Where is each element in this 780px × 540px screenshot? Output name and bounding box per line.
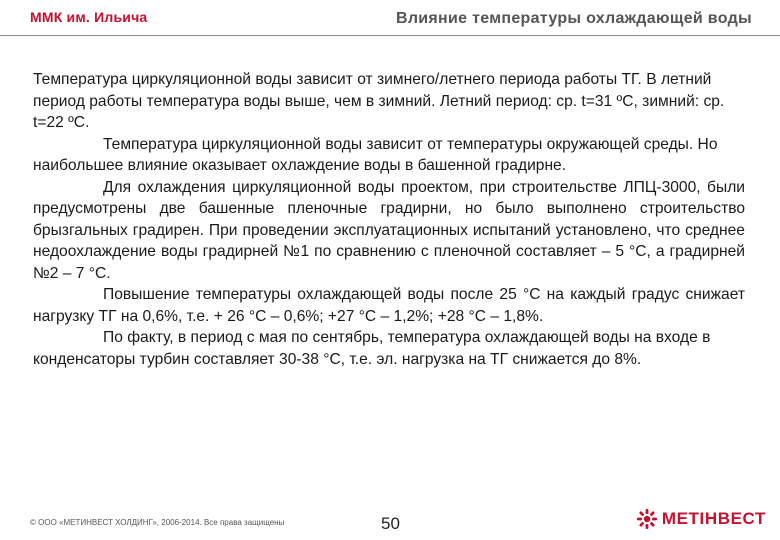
- slide-title: Влияние температуры охлаждающей воды: [395, 10, 752, 27]
- footer-copyright: © ООО «МЕТИНВЕСТ ХОЛДИНГ», 2006-2014. Все права защищены: [30, 518, 285, 527]
- header-divider: [0, 35, 780, 36]
- paragraph-4: Повышение температуры охлаждающей воды после 25 °С на каждый градус снижает нагрузку ТГ на 0,6%, т.е. + 26 °С – 0,6%; +27 °С – 1,2%; +28 °С – 1,8%.: [33, 286, 745, 325]
- company-name: ММК им. Ильича: [30, 9, 148, 25]
- slide-body: [33, 69, 745, 370]
- paragraph-1: Температура циркуляционной воды зависит от зимнего/летнего периода работы ТГ. В летний период работы температура воды выше, чем в зимний. Летний период: ср. t=31 ºС, зимний: ср. t=22 ºС.: [33, 71, 725, 131]
- metinvest-logo-icon: [636, 508, 658, 530]
- paragraph-5: По факту, в период с мая по сентябрь, температура охлаждающей воды на входе в конденсаторы турбин составляет 30-38 °С, т.е. эл. нагрузка на ТГ снижается до 8%.: [33, 329, 711, 368]
- logo-text: МЕТІНВЕСТ: [661, 509, 766, 528]
- paragraph-3: Для охлаждения циркуляционной воды проектом, при строительстве ЛПЦ-3000, были предусмотрены две башенные пленочные градирни, но было выполнено строительство брызгальных градирен. При проведении эксплуатационных испытаний установлено, что среднее недоохлаждение воды градирней №1 по сравнению с пленочной составляет – 5 °С, а градирней №2 – 7 °С.: [33, 178, 745, 282]
- paragraph-2: Температура циркуляционной воды зависит от температуры окружающей среды. Но наибольшее влияние оказывает охлаждение воды в башенной градирне.: [33, 135, 718, 174]
- page-number: 50: [381, 514, 400, 533]
- metinvest-logo: [636, 508, 766, 530]
